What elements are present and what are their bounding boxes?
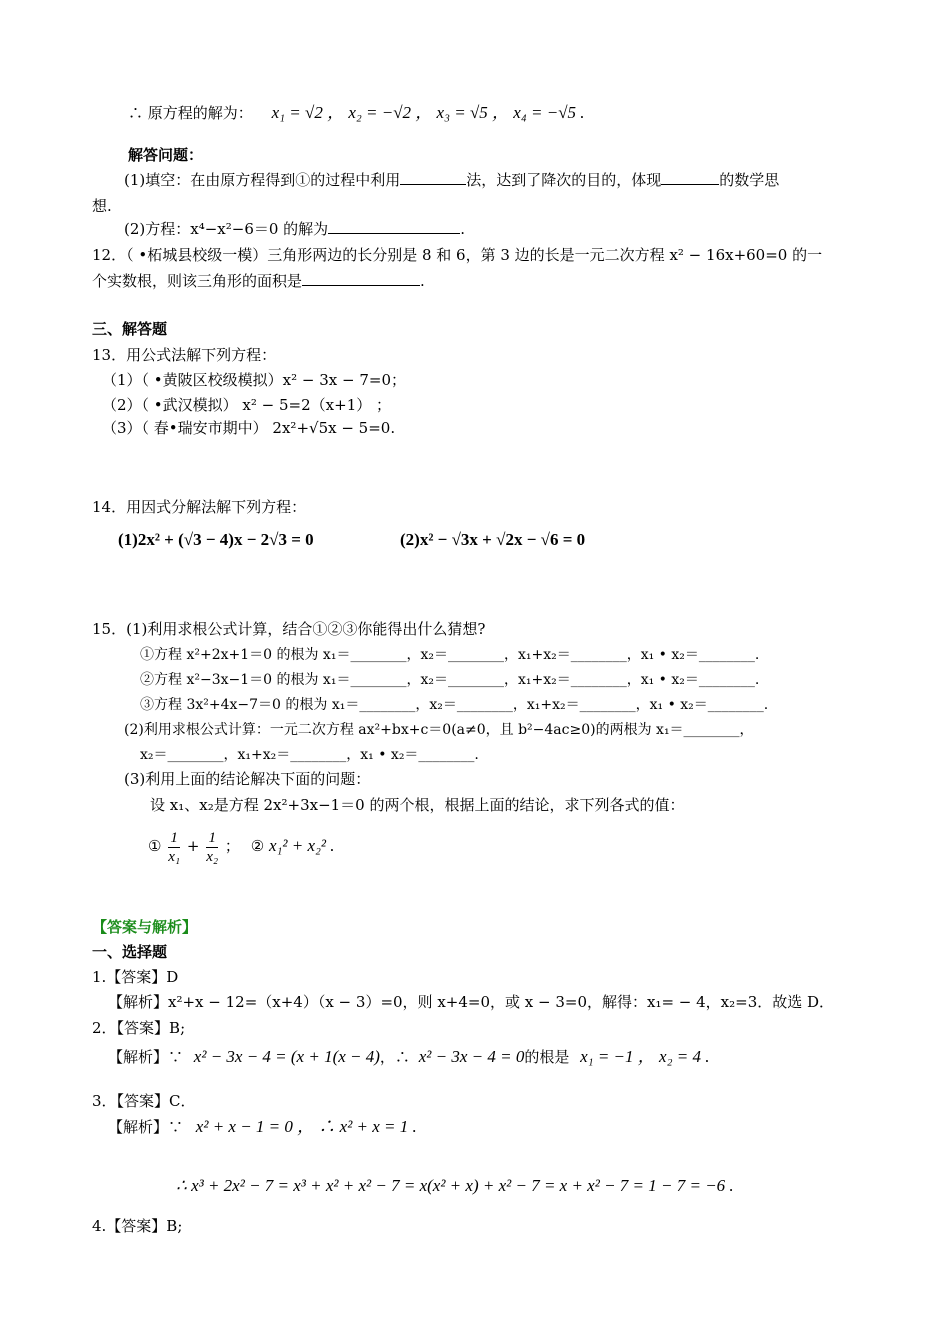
fraction-1: $\frac{1}{\text{x₁}}$ bbox=[168, 829, 181, 865]
blank[interactable] bbox=[661, 170, 719, 185]
blank[interactable] bbox=[328, 219, 460, 234]
analysis-3-derivation: ∴ x³ + 2x² − 7 = x³ + x² + x² − 7 = x(x² + x) + x² − 7 = x + x² − 7 = 1 − 7 = −6 . bbox=[176, 1176, 734, 1195]
analysis-3: 【解析】∵ x² + x − 1 = 0 ， ∴ x² + x = 1 . bbox=[108, 1117, 417, 1136]
answer-1: 1.【答案】D bbox=[92, 968, 179, 986]
answers-heading: 【答案与解析】 bbox=[92, 918, 198, 936]
fraction-2: $\frac{1}{\text{x₂}}$ bbox=[206, 829, 219, 865]
q15-part2-line1: (2)利用求根公式计算：一元二次方程 ax²+bx+c＝0(a≠0，且 b²−4ac≥0)的两根为 x₁＝________， bbox=[124, 722, 754, 738]
q11-answer-heading: 解答问题： bbox=[128, 146, 204, 164]
q11-solution-prefix: ∴ 原方程的解为： bbox=[128, 104, 253, 122]
q14-title: 14．用因式分解法解下列方程： bbox=[92, 498, 307, 516]
q15-row-1: ①方程 x²+2x+1＝0 的根为 x₁＝________，x₂＝________，x₁+x₂＝________，x₁ • x₂＝________. bbox=[140, 647, 760, 663]
answer-3: 3．【答案】C． bbox=[92, 1092, 196, 1110]
q11-part1-cont: 想. bbox=[92, 197, 112, 215]
blank[interactable] bbox=[400, 170, 466, 185]
q13-item-1: （1）（ •黄陂区校级模拟）x² − 3x − 7=0； bbox=[102, 371, 407, 389]
answer-2: 2．【答案】B; bbox=[92, 1019, 186, 1037]
q11-solution-line bbox=[128, 103, 585, 123]
q13-item-3: （3）（ 春•瑞安市期中） 2x²+√5x − 5=0. bbox=[102, 419, 396, 437]
q11-part1: (1)填空：在由原方程得到①的过程中利用 法，达到了降次的目的，体现 的数学思 bbox=[124, 171, 780, 189]
q15-part3-title: (3)利用上面的结论解决下面的问题： bbox=[124, 770, 371, 788]
q13-title: 13．用公式法解下列方程： bbox=[92, 346, 277, 364]
answer-4: 4.【答案】B; bbox=[92, 1217, 183, 1235]
q12-line2: 个实数根，则该三角形的面积是 . bbox=[92, 272, 425, 290]
q11-part2: (2)方程：x⁴−x²−6＝0 的解为 . bbox=[124, 220, 465, 238]
q15-row-2: ②方程 x²−3x−1＝0 的根为 x₁＝________，x₂＝________，x₁+x₂＝________，x₁ • x₂＝________. bbox=[140, 672, 760, 688]
q14-eq1: (1)2x² + (√3 − 4)x − 2√3 = 0 bbox=[118, 530, 314, 549]
q13-item-2: （2）（ •武汉模拟） x² − 5=2（x+1） ； bbox=[102, 396, 392, 414]
q15-part2-line2: x₂＝________，x₁+x₂＝________，x₁ • x₂＝________. bbox=[140, 747, 479, 763]
q11-roots: x₁ = √2 ， x₂ = −√2 ， x₃ = √5 ， x₄ = −√5 . bbox=[271, 103, 585, 122]
section3-title: 三、解答题 bbox=[92, 320, 168, 338]
q12-line1: 12．（ •柘城县校级一模）三角形两边的长分别是 8 和 6，第 3 边的长是一元二次方程 x² − 16x+60=0 的一 bbox=[92, 246, 823, 264]
q15-part3-body: 设 x₁、x₂是方程 2x²+3x−1＝0 的两个根，根据上面的结论，求下列各式的值： bbox=[150, 796, 685, 814]
q14-eq2: (2)x² − √3x + √2x − √6 = 0 bbox=[400, 530, 586, 549]
q15-part3-exprs: ① $\frac{1}{\text{x₁}}$ + $\frac{1}{\text{x₂}}$ ； ② x₁² + x₂² . bbox=[148, 829, 335, 865]
blank[interactable] bbox=[302, 271, 420, 286]
analysis-2: 【解析】∵ x² − 3x − 4 = (x + 1(x − 4)，∴ x² − 3x − 4 = 0的根是 x₁ = −1 ， x₂ = 4 . bbox=[108, 1047, 710, 1066]
q15-row-3: ③方程 3x²+4x−7＝0 的根为 x₁＝________，x₂＝________，x₁+x₂＝________，x₁ • x₂＝________. bbox=[140, 697, 769, 713]
analysis-1: 【解析】x²+x − 12=（x+4）（x − 3）=0，则 x+4=0，或 x − 3=0，解得：x₁= − 4，x₂=3．故选 D． bbox=[108, 993, 835, 1011]
q15-title: 15．(1)利用求根公式计算，结合①②③你能得出什么猜想? bbox=[92, 620, 486, 638]
answers-section1: 一、选择题 bbox=[92, 943, 168, 961]
